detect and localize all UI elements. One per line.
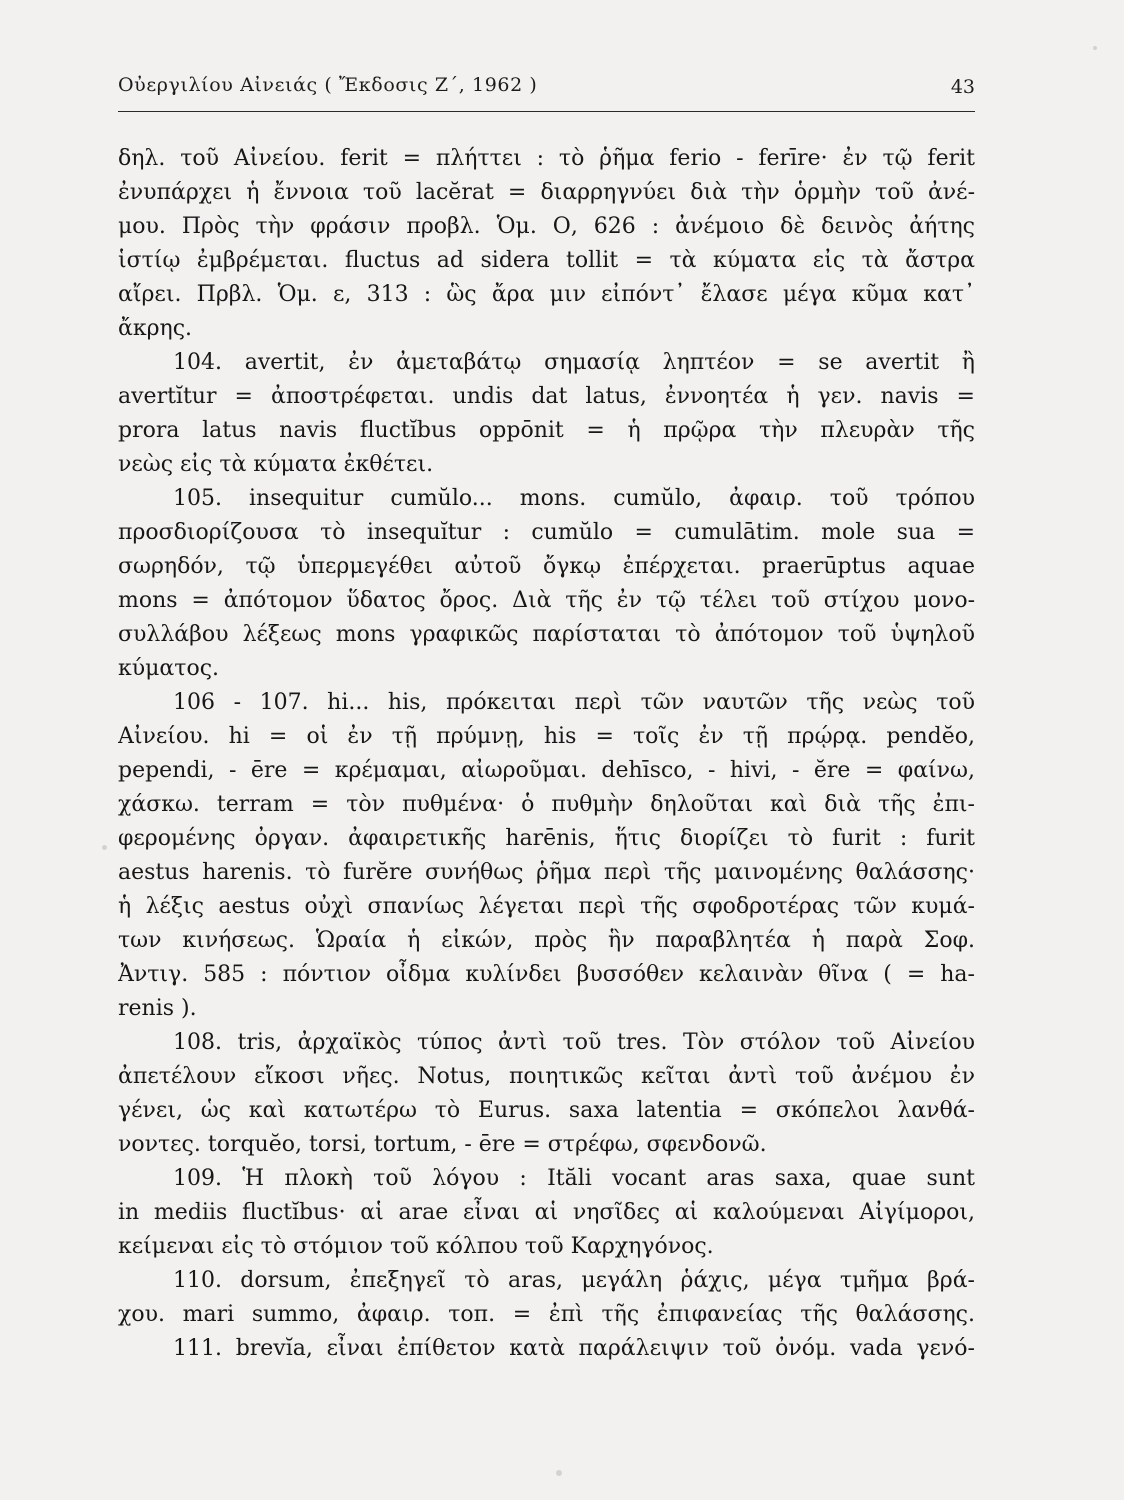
text-line: Ἀντιγ. 585 : πόντιον οἶδμα κυλίνδει βυσσόθεν κελαινὰν θῖνα ( = ha- bbox=[118, 962, 975, 987]
text-line: αἴρει. Πρβλ. Ὁμ. ε, 313 : ὣς ἄρα μιν εἰπόντ᾽ ἔλασε μέγα κῦμα κατ᾽ bbox=[118, 282, 975, 307]
page-number: 43 bbox=[950, 76, 975, 98]
text-line: ἱστίῳ ἐμβρέμεται. fluctus ad sidera tollit = τὰ κύματα εἰς τὰ ἄστρα bbox=[118, 248, 975, 273]
text-line: renis ). bbox=[118, 996, 197, 1021]
text-line: σωρηδόν, τῷ ὑπερμεγέθει αὐτοῦ ὄγκῳ ἐπέρχεται. praerūptus aquae bbox=[118, 554, 975, 579]
text-line: κείμεναι εἰς τὸ στόμιον τοῦ κόλπου τοῦ Καρχηγόνος. bbox=[118, 1234, 714, 1259]
text-line: ἡ λέξις aestus οὐχὶ σπανίως λέγεται περὶ τῆς σφοδροτέρας τῶν κυμά- bbox=[118, 894, 975, 919]
text-line: συλλάβου λέξεως mons γραφικῶς παρίσταται τὸ ἀπότομον τοῦ ὑψηλοῦ bbox=[118, 622, 975, 647]
text-line: 110. dorsum, ἐπεξηγεῖ τὸ aras, μεγάλη ῥάχις, μέγα τμῆμα βρά- bbox=[173, 1268, 975, 1293]
commentary-text bbox=[118, 142, 975, 1366]
text-line: 105. insequitur cumŭlo... mons. cumŭlo, ἀφαιρ. τοῦ τρόπου bbox=[173, 486, 975, 511]
text-line: 109. Ἡ πλοκὴ τοῦ λόγου : Ităli vocant aras saxa, quae sunt bbox=[173, 1166, 975, 1191]
text-line: in mediis fluctĭbus· αἱ arae εἶναι αἱ νησῖδες αἱ καλούμεναι Αἰγίμοροι, bbox=[118, 1200, 975, 1225]
text-line: 111. brevĭa, εἶναι ἐπίθετον κατὰ παράλειψιν τοῦ ὀνόμ. vada γενό- bbox=[173, 1336, 975, 1361]
text-line: προσδιορίζουσα τὸ insequĭtur : cumŭlo = cumulātim. mole sua = bbox=[118, 520, 975, 545]
running-title: Οὐεργιλίου Αἰνειάς ( Ἔκδοσις Ζ΄, 1962 ) bbox=[118, 74, 538, 96]
text-line: Αἰνείου. hi = οἱ ἐν τῇ πρύμνῃ, his = τοῖς ἐν τῇ πρῴρᾳ. pendĕo, bbox=[118, 724, 975, 749]
text-line: prora latus navis fluctĭbus oppōnit = ἡ πρῷρα τὴν πλευρὰν τῆς bbox=[118, 418, 975, 443]
text-line: 106 - 107. hi... his, πρόκειται περὶ τῶν ναυτῶν τῆς νεὼς τοῦ bbox=[173, 690, 975, 715]
text-line: ἀπετέλουν εἴκοσι νῆες. Notus, ποιητικῶς κεῖται ἀντὶ τοῦ ἀνέμου ἐν bbox=[118, 1064, 975, 1089]
text-line: νοντες. torquĕo, torsi, tortum, - ēre = στρέφω, σφενδονῶ. bbox=[118, 1132, 767, 1157]
text-line: ἐνυπάρχει ἡ ἔννοια τοῦ lacĕrat = διαρρηγνύει διὰ τὴν ὁρμὴν τοῦ ἀνέ- bbox=[118, 180, 975, 205]
text-line: μου. Πρὸς τὴν φράσιν προβλ. Ὁμ. Ο, 626 : ἀνέμοιο δὲ δεινὸς ἀήτης bbox=[118, 214, 975, 239]
text-line: 104. avertit, ἐν ἀμεταβάτῳ σημασίᾳ ληπτέον = se avertit ἢ bbox=[173, 350, 975, 375]
text-line: pependi, - ēre = κρέμαμαι, αἰωροῦμαι. dehīsco, - hivi, - ĕre = φαίνω, bbox=[118, 758, 975, 783]
text-line: δηλ. τοῦ Αἰνείου. ferit = πλήττει : τὸ ῥῆμα ferio - ferīre· ἐν τῷ ferit bbox=[118, 146, 975, 171]
paper-speck bbox=[556, 1470, 562, 1476]
text-line: γένει, ὡς καὶ κατωτέρω τὸ Eurus. saxa latentia = σκόπελοι λανθά- bbox=[118, 1098, 975, 1123]
paper-speck bbox=[1093, 46, 1097, 50]
header-rule bbox=[118, 111, 975, 112]
text-line: 108. tris, ἀρχαϊκὸς τύπος ἀντὶ τοῦ tres. Τὸν στόλον τοῦ Αἰνείου bbox=[173, 1030, 975, 1055]
text-line: mons = ἀπότομον ὕδατος ὄρος. Διὰ τῆς ἐν τῷ τέλει τοῦ στίχου μονο- bbox=[118, 588, 975, 613]
text-line: φερομένης ὀργαν. ἀφαιρετικῆς harēnis, ἥτις διορίζει τὸ furit : furit bbox=[118, 826, 975, 851]
paper-speck bbox=[102, 845, 107, 850]
text-line: avertĭtur = ἀποστρέφεται. undis dat latus, ἐννοητέα ἡ γεν. navis = bbox=[118, 384, 975, 409]
text-line: aestus harenis. τὸ furĕre συνήθως ῥῆμα περὶ τῆς μαινομένης θαλάσσης· bbox=[118, 860, 975, 885]
text-line: χου. mari summo, ἀφαιρ. τοπ. = ἐπὶ τῆς ἐπιφανείας τῆς θαλάσσης. bbox=[118, 1302, 975, 1327]
text-line: κύματος. bbox=[118, 656, 220, 681]
text-line: ἄκρης. bbox=[118, 316, 193, 341]
text-line: των κινήσεως. Ὡραία ἡ εἰκών, πρὸς ἣν παραβλητέα ἡ παρὰ Σοφ. bbox=[118, 928, 975, 953]
page-header bbox=[118, 74, 975, 110]
text-line: χάσκω. terram = τὸν πυθμένα· ὁ πυθμὴν δηλοῦται καὶ διὰ τῆς ἐπι- bbox=[118, 792, 975, 817]
text-line: νεὼς εἰς τὰ κύματα ἐκθέτει. bbox=[118, 452, 434, 477]
